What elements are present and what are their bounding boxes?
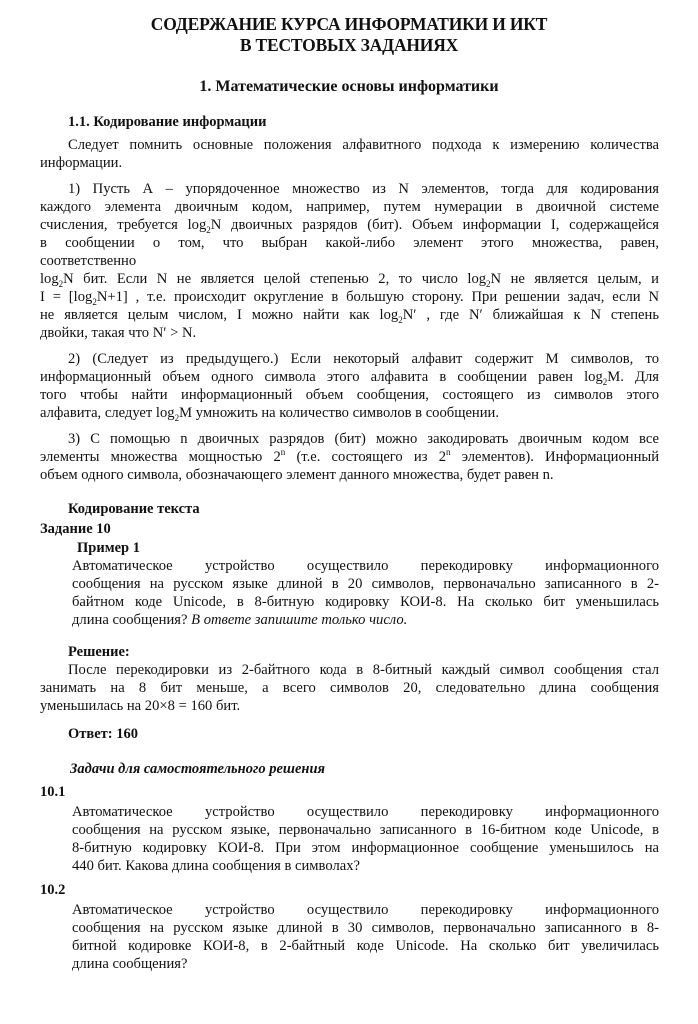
text-fragment: длина сообщения? bbox=[72, 612, 192, 628]
text-fragment: алфавита, следует log bbox=[40, 405, 175, 421]
subscript: 2 bbox=[206, 224, 211, 235]
point3-line: 3) С помощью n двоичных разрядов (бит) можно закодировать двоичным кодом все bbox=[68, 431, 659, 447]
intro-line: информации. bbox=[40, 155, 123, 171]
subscript: 2 bbox=[602, 376, 608, 387]
answer-instruction: В ответе запишите только число. bbox=[191, 612, 408, 628]
problem-line: Автоматическое устройство осуществило перекодировку информационного bbox=[72, 902, 659, 918]
point1-line bbox=[40, 270, 659, 288]
text-fragment: log bbox=[40, 271, 59, 287]
superscript: n bbox=[446, 447, 451, 458]
point2-line bbox=[40, 368, 659, 386]
text-fragment: M. Для bbox=[607, 369, 659, 385]
task-heading: Задание 10 bbox=[40, 521, 111, 537]
text-fragment: N′ , где N′ ближайшая к N степень bbox=[402, 307, 659, 323]
text-fragment: элементов). Информационный bbox=[450, 449, 659, 465]
answer: Ответ: 160 bbox=[68, 726, 138, 742]
problem-line: сообщения на русском языке, первоначально записанного в 16-битном коде Unicode, в bbox=[72, 822, 659, 838]
subsection-heading: Кодирование текста bbox=[68, 501, 200, 517]
text-fragment: N+1] , т.е. происходит округление в большую сторону. При решении задач, если N bbox=[96, 289, 659, 305]
subscript: 2 bbox=[174, 412, 180, 423]
problem-number: 10.2 bbox=[40, 882, 66, 898]
text-fragment: счисления, требуется log bbox=[40, 217, 207, 233]
text-fragment: N двоичных разрядов (бит). Объем информации I, содержащейся bbox=[210, 217, 659, 233]
intro-line: Следует помнить основные положения алфавитного подхода к измерению количества bbox=[68, 137, 659, 153]
text-fragment: элементы множества мощностью 2 bbox=[40, 449, 281, 465]
subscript: 2 bbox=[486, 278, 491, 289]
text-fragment: N бит. Если N не является целой степенью 2, то число log bbox=[63, 271, 487, 287]
example-line bbox=[72, 611, 407, 629]
solution-line: занимать на 8 бит меньше, а всего символов 20, следовательно длина сообщения bbox=[40, 680, 659, 696]
text-fragment: M умножить на количество символов в сообщении. bbox=[179, 405, 499, 421]
problem-line: Автоматическое устройство осуществило перекодировку информационного bbox=[72, 804, 659, 820]
point1-line bbox=[40, 306, 659, 324]
superscript: n bbox=[280, 447, 286, 458]
point1-line: соответственно bbox=[40, 253, 137, 269]
point3-line: объем одного символа, обозначающего элемент данного множества, будет равен n. bbox=[40, 467, 554, 483]
example-line: байтном коде Unicode, в 8-битную кодировку КОИ-8. На сколько бит уменьшилась bbox=[72, 594, 659, 610]
subscript: 2 bbox=[92, 296, 97, 307]
solution-line: После перекодировки из 2-байтного кода в 8-битный каждый символ сообщения стал bbox=[68, 662, 659, 678]
subscript: 2 bbox=[398, 314, 403, 325]
solution-label: Решение: bbox=[68, 644, 130, 660]
example-line: Автоматическое устройство осуществило перекодировку информационного bbox=[72, 558, 659, 574]
point2-line: 2) (Следует из предыдущего.) Если некоторый алфавит содержит M символов, то bbox=[68, 351, 659, 367]
text-fragment: не является целым числом, I можно найти как log bbox=[40, 307, 399, 323]
problem-line: 8-битную кодировку КОИ-8. При этом информационное сообщение уменьшилось на bbox=[72, 840, 659, 856]
problem-number: 10.1 bbox=[40, 784, 66, 800]
point2-line bbox=[40, 404, 499, 422]
document-title-line1: СОДЕРЖАНИЕ КУРСА ИНФОРМАТИКИ И ИКТ bbox=[150, 14, 548, 34]
problem-line: битной кодировке КОИ-8, в 2-байтный коде Unicode. На сколько бит увеличилась bbox=[72, 938, 659, 954]
example-line: сообщения на русском языке длиной в 20 символов, первоначально записанного в 2- bbox=[72, 576, 659, 592]
point2-line: того чтобы найти информационный объем сообщения, состоящего из символов этого bbox=[40, 387, 659, 403]
chapter-heading: 1. Математические основы информатики bbox=[199, 78, 499, 95]
section-heading: 1.1. Кодирование информации bbox=[68, 114, 267, 130]
point1-line: в сообщении о том, что выбран какой-либо элемент этого множества, равен, bbox=[40, 235, 659, 251]
text-fragment: N не является целым, и bbox=[490, 271, 659, 287]
problem-line: 440 бит. Какова длина сообщения в символах? bbox=[72, 858, 360, 874]
document-title-line2: В ТЕСТОВЫХ ЗАДАНИЯХ bbox=[239, 35, 459, 55]
point1-line bbox=[40, 288, 659, 306]
example-label: Пример 1 bbox=[77, 540, 140, 556]
point3-line bbox=[40, 448, 659, 466]
solution-line: уменьшилась на 20×8 = 160 бит. bbox=[40, 698, 241, 714]
point1-line: 1) Пусть А – упорядоченное множество из N элементов, тогда для кодирования bbox=[68, 181, 659, 197]
problem-line: длина сообщения? bbox=[72, 956, 188, 972]
text-fragment: информационный объем одного символа этого алфавита в сообщении равен log bbox=[40, 369, 603, 385]
point1-line: каждого элемента двоичным кодом, например, путем нумерации в двоичной системе bbox=[40, 199, 659, 215]
point1-line: двойки, такая что N′ > N. bbox=[40, 325, 197, 341]
text-fragment: (т.е. состоящего из 2 bbox=[285, 449, 446, 465]
self-study-heading: Задачи для самостоятельного решения bbox=[70, 761, 325, 777]
subscript: 2 bbox=[58, 278, 64, 289]
problem-line: сообщения на русском языке длиной в 30 символов, первоначально записанного в 8- bbox=[72, 920, 659, 936]
text-fragment: I = [log bbox=[40, 289, 93, 305]
point1-line bbox=[40, 216, 659, 234]
